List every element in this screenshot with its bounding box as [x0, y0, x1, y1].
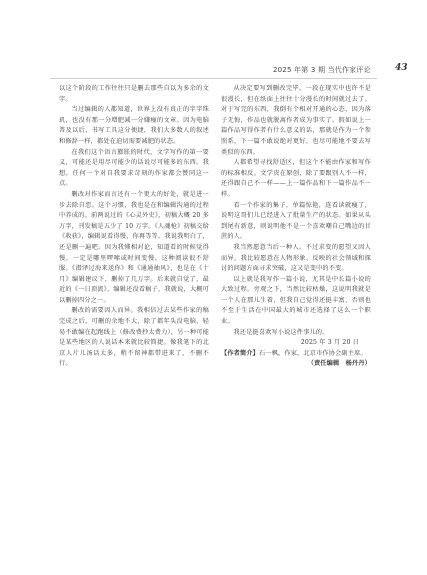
paragraph: 在我们这个语言膨胀的时代，文学写作的第一要义，可能还是用尽可能少的话说尽可能多的东西。我想，任何一个对自我要求苛刻的作家都会赞同这一点。: [59, 148, 209, 188]
paragraph: 以这个阶段的工作往往只是删去那些自以为多余的文字。: [59, 85, 209, 103]
paragraph: 从决定要写到删改完毕，一段在现实中也许不是很漫长，但在纸面上往往十分漫长的时间就过去了。对于写完的东西，我倒有个相对开通的心态，因为落子无悔，作品也就脱离作者成为事实了。假如说上一篇作品写得作者有什么意义的话，那就是作为一个参照系，下一篇不敢说绝对更好，也尽可能地不要去写类似的东西。: [221, 85, 371, 156]
paragraph: 当过编辑的人都知道，世界上没有真正的字字珠玑，也没有那一分增肥减一分嫌瘦的文章。因为电脑普及以后，书写工具这分便捷，我们大多数人的叙述和修辞一样，都处在迫切需要减肥的状态。: [59, 106, 209, 145]
page-number: 43: [395, 63, 408, 73]
paragraph: 我当然愿意当后一种人。不过求变的愿望又因人而异，我比较愿意在人物形象、反映的社会领域和探讨的问题方面寻求突破，这又是变中的不变。: [221, 243, 371, 273]
paragraph: 看一个作家的集子，单篇惊艳，连看读就瘦了，说明这哥们儿已经进入了批量生产的状态。如果从头到尾有新意，则说明他不是一个喜欢嘲自己嘴边的甘蔗的人。: [221, 201, 371, 241]
running-header: [0, 64, 427, 78]
author-bio: [221, 349, 371, 360]
responsible-editor: （责任编辑 杨丹丹）: [307, 360, 371, 368]
paragraph: 人都希望寻找舒适区，但这个不能由作家和写作的标准相反。文学贵在原创，除了要跟别人不一样，还得跟自己不一样——上一篇作品和下一篇作品不一样。: [221, 159, 371, 198]
author-bio-label: 【作者简介】: [221, 349, 260, 357]
header-divider: [50, 78, 377, 79]
paragraph: 删改对作家而言还有一个更大的好处，就是进一步去除自恋。这个习惯，我也是在和编辑沟通的过程中养成的。前两说过的《心灵外史》，初稿大概 20 多万字，刊发稿是五少了 10 万字。《人魂枪》初稿交给《收获》，编辑说看得慢，你再等等。我说我明白了，还是删一遍吧。因为我懂相对论，知道看的时候觉得慢，一定是哪里啰嗦或时间变慢。这种阅读很不舒服。《潜泽过海来送你》和《通通抽风》，也是在《十月》编辑建议下，删掉了几万字。后来就自觉了，最近的《一日顶流》，编辑还没看稿子，我就说，大概可以删掉四分之一。: [59, 190, 209, 304]
paragraph: 删改的需要因人而异。我相信过去某些作家的稿完成之后，可删的余地不大，除了都年头没电脑，轻易不敢编在起跑线上（修改费抄太费力），另一种可能是某些地区的人说话本来就比较简捷。像我笔下的北京人片儿汤话太多，稍不留神都带进来了，不删不行。: [59, 307, 209, 368]
author-bio-text: 石一枫，作家，北京市作协会副主席。: [259, 349, 367, 357]
article-date: 2025 年 3 月 20 日: [300, 339, 359, 347]
left-column: [59, 84, 209, 370]
right-column: [221, 84, 371, 370]
paragraph: 我还是挺喜欢写小说这件事儿的。: [233, 328, 329, 336]
paragraph: 以上就是我写作一篇小说，尤其是中长篇小说的大致过程。旁观之下，当然比较枯燥，这说明我就是一个人在那儿生着，但我自己觉得还挺丰富，否则也不至于生活在中国最大的城市还选择了这么一个职业。: [221, 275, 371, 326]
journal-issue-title: 2025 年第 3 期 当代作家评论: [273, 66, 371, 74]
